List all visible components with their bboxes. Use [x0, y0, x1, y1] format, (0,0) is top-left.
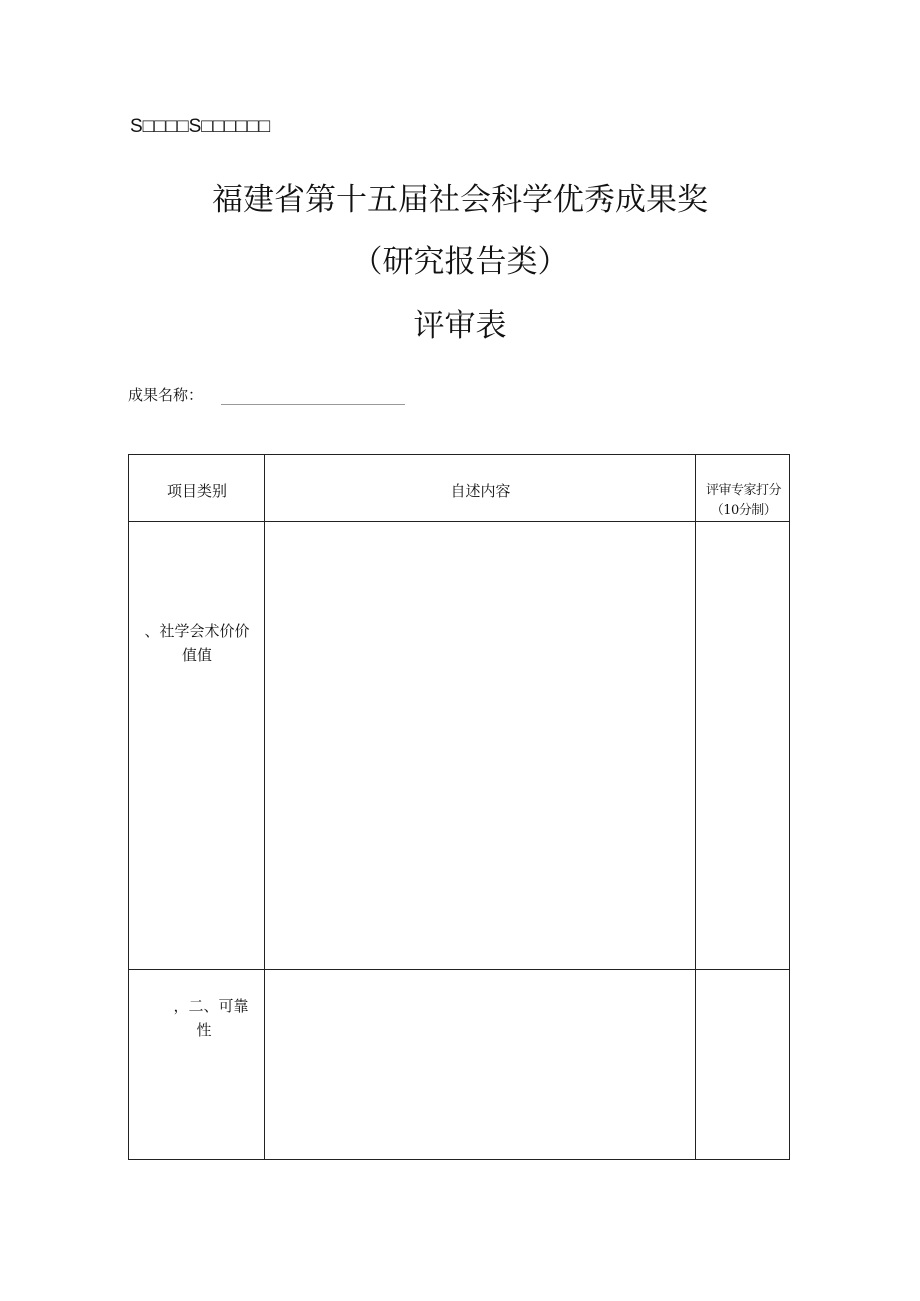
header-score	[696, 481, 791, 521]
row-score-cell[interactable]	[696, 522, 791, 969]
review-table	[128, 454, 790, 1160]
row-score-cell[interactable]	[696, 970, 791, 1159]
achievement-name-row	[128, 384, 405, 405]
achievement-name-label: 成果名称：	[128, 386, 204, 404]
row-category-line: ，二、可靠	[173, 997, 249, 1015]
header-category: 项目类别	[166, 482, 227, 500]
header-description: 自述内容	[450, 482, 511, 500]
row-category-line: 值值	[181, 646, 212, 664]
title-main: 福建省第十五届社会科学优秀成果奖	[212, 182, 708, 218]
achievement-name-field[interactable]	[221, 388, 405, 405]
row-category-line: 性	[196, 1021, 212, 1039]
document-code: S□□□□S□□□□□□	[130, 116, 271, 137]
title-subtitle: （研究报告类）	[351, 244, 569, 280]
header-score-line2: （10分制）	[710, 503, 777, 518]
row-description-cell[interactable]	[265, 970, 695, 1159]
header-score-line1: 评审专家打分	[705, 483, 781, 498]
row-category-academic-value	[129, 619, 265, 667]
row-description-cell[interactable]	[265, 522, 695, 969]
row-category-line: 、社学会术价价	[144, 622, 250, 640]
row-category-reliability	[129, 994, 265, 1042]
title-form-type: 评审表	[413, 308, 507, 344]
